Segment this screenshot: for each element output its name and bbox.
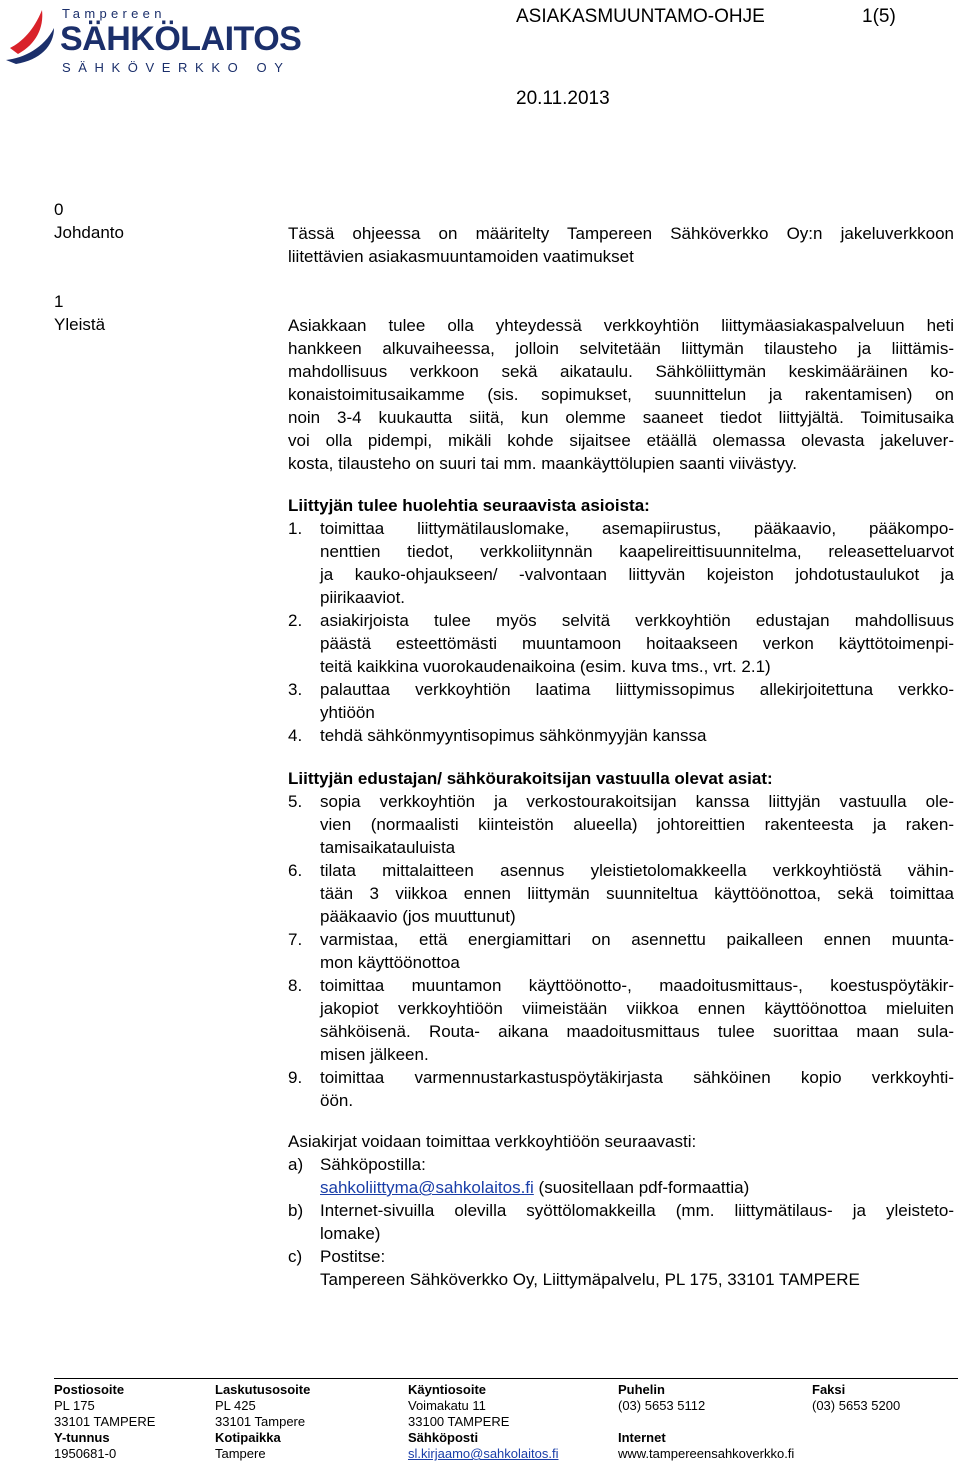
text-line: tään 3 viikkoa ennen liittymän suunniteltua käyttöönottoa, sekä toimittaa: [320, 884, 954, 903]
footer-fax-label: Faksi: [812, 1382, 846, 1397]
page-number: 1(5): [862, 6, 896, 27]
list-item: [320, 974, 954, 1066]
section-title-intro: Johdanto: [54, 223, 124, 242]
list-item: [320, 724, 954, 747]
text-line: pääkaavio (jos muuttunut): [320, 907, 516, 926]
document-date: 20.11.2013: [516, 88, 610, 109]
text-line: mon käyttöönottoa: [320, 953, 460, 972]
list-item: [320, 517, 954, 609]
text-line: mahdollisuus verkkoon sekä aikataulu. Sähköliittymän keskimääräinen ko-: [288, 362, 954, 381]
general-paragraph: [288, 314, 954, 475]
logo-line-2: SÄHKÖLAITOS: [60, 20, 302, 58]
text-line: liitettävien asiakasmuuntamoiden vaatimukset: [288, 247, 634, 266]
text-line: yhtiöön: [320, 703, 375, 722]
delivery-option-email: [320, 1153, 954, 1199]
footer-postal-label: Postiosoite: [54, 1382, 125, 1397]
text-line: varmistaa, että energiamittari on asennettu paikalleen ennen muunta-: [320, 930, 954, 949]
list-number: 3.: [288, 680, 303, 699]
text-line: toimittaa muuntamon käyttöönotto-, maadoitusmittaus-, koestuspöytäkir-: [320, 976, 954, 995]
text-line: piirikaaviot.: [320, 588, 406, 607]
section-number-general: 1: [54, 292, 64, 311]
logo-line-1: Tampereen: [62, 6, 166, 21]
email-link[interactable]: sahkoliittyma@sahkolaitos.fi: [320, 1178, 534, 1197]
list-number: 8.: [288, 976, 303, 995]
list-item: [320, 859, 954, 928]
text-line: tehdä sähkönmyyntisopimus sähkönmyyjän kanssa: [320, 726, 707, 745]
text-line: toimittaa liittymätilauslomake, asemapiirustus, pääkaavio, pääkompo-: [320, 519, 954, 538]
footer-ytunnus: 1950681-0: [54, 1446, 117, 1461]
footer-billing-1: PL 425: [215, 1398, 256, 1413]
list-item: [320, 790, 954, 859]
customer-heading: Liittyjän tulee huolehtia seuraavista asioista:: [288, 496, 650, 515]
footer-internet: www.tampereensahkoverkko.fi: [618, 1446, 795, 1461]
text-line: tamisaikatauluista: [320, 838, 456, 857]
text-line: Internet-sivuilla olevilla syöttölomakkeilla (mm. liittymätilaus- ja yleisteto-: [320, 1201, 954, 1220]
text-line: teitä kaikkina vuorokaudenaikoina (esim. kuva tms., vrt. 2.1): [320, 657, 771, 676]
text-line: nenttien tiedot, verkkoliitynnän kaapelireittisuunnitelma, releasetteluarvot: [320, 542, 954, 561]
text-line: Asiakkaan tulee olla yhteydessä verkkoyhtiön liittymäasiakaspalveluun heti: [288, 316, 954, 335]
footer-billing-label: Laskutusosoite: [215, 1382, 311, 1397]
list-number: 6.: [288, 861, 303, 880]
text-line: palauttaa verkkoyhtiön laatima liittymissopimus allekirjoitettuna verkko-: [320, 680, 954, 699]
list-number: 7.: [288, 930, 303, 949]
text-line: päästä esteettömästi muuntamoon hoitaakseen verkon käyttötoimenpi-: [320, 634, 954, 653]
section-number-intro: 0: [54, 200, 64, 219]
email-note: (suositellaan pdf-formaattia): [538, 1178, 750, 1197]
text-line: voi olla pidempi, mikäli kohde sijaitsee etäällä olemassa olevasta jakeluver-: [288, 431, 954, 450]
list-item: [320, 1066, 954, 1112]
footer-email-link[interactable]: sl.kirjaamo@sahkolaitos.fi: [408, 1446, 559, 1461]
text-line: ja kauko-ohjaukseen/ -valvontaan liittyvän kojeiston johdotustaulukot ja: [320, 565, 954, 584]
footer-postal-2: 33101 TAMPERE: [54, 1414, 156, 1429]
text-line: Sähköpostilla:: [320, 1155, 426, 1174]
footer-internet-label: Internet: [618, 1430, 666, 1445]
text-line: lomake): [320, 1224, 381, 1243]
company-logo: [4, 2, 302, 78]
list-letter: c): [288, 1247, 303, 1266]
text-line: Postitse:: [320, 1247, 386, 1266]
footer-phone: (03) 5653 5112: [618, 1398, 706, 1413]
intro-paragraph: [288, 222, 954, 268]
list-number: 4.: [288, 726, 303, 745]
contractor-heading: Liittyjän edustajan/ sähköurakoitsijan vastuulla olevat asiat:: [288, 769, 773, 788]
footer-visit-2: 33100 TAMPERE: [408, 1414, 510, 1429]
list-number: 5.: [288, 792, 303, 811]
list-number: 1.: [288, 519, 303, 538]
text-line: tilata mittalaitteen asennus yleistietolomakkeella verkkoyhtiöstä vähin-: [320, 861, 954, 880]
text-line: misen jälkeen.: [320, 1045, 429, 1064]
logo-line-3: SÄHKÖVERKKO OY: [62, 60, 291, 75]
text-line: öön.: [320, 1091, 354, 1110]
delivery-option-post: [320, 1245, 954, 1291]
text-line: kosta, tilausteho on suuri tai mm. maankäyttölupien saanti viivästyy.: [288, 454, 797, 473]
document-title: ASIAKASMUUNTAMO-OHJE: [516, 6, 765, 27]
footer-ytunnus-label: Y-tunnus: [54, 1430, 110, 1445]
footer-phone-label: Puhelin: [618, 1382, 665, 1397]
text-line: sopia verkkoyhtiön ja verkostourakoitsijan kanssa liittyjän vastuulla ole-: [320, 792, 954, 811]
section-title-general: Yleistä: [54, 315, 106, 334]
list-item: [320, 678, 954, 724]
footer-fax: (03) 5653 5200: [812, 1398, 901, 1413]
footer-home-label: Kotipaikka: [215, 1430, 281, 1445]
delivery-option-web: [320, 1199, 954, 1245]
list-item: [320, 609, 954, 678]
text-line: noin 3-4 kuukautta siitä, kun olemme saaneet tiedot liittyjältä. Toimitusaika: [288, 408, 954, 427]
footer-visit-1: Voimakatu 11: [408, 1398, 486, 1413]
logo-swoosh-icon: [4, 2, 58, 64]
text-line: vien (normaalisti kiinteistön alueella) johtoreittien rakenteesta ja raken-: [320, 815, 954, 834]
text-line: jakopiot verkkoyhtiöön viimeistään viikkoa ennen käyttöönottoa mieluiten: [320, 999, 954, 1018]
footer-divider: [54, 1378, 958, 1379]
list-letter: b): [288, 1201, 304, 1220]
text-line: asiakirjoista tulee myös selvitä verkkoyhtiön edustajan mahdollisuus: [320, 611, 954, 630]
footer-billing-2: 33101 Tampere: [215, 1414, 306, 1429]
email-line: [320, 1176, 954, 1199]
footer-email-label: Sähköposti: [408, 1430, 479, 1445]
list-item: [320, 928, 954, 974]
list-letter: a): [288, 1155, 304, 1174]
delivery-intro: Asiakirjat voidaan toimittaa verkkoyhtiöön seuraavasti:: [288, 1132, 697, 1151]
text-line: sähköisenä. Routa- aikana maadoitusmittaus tulee suorittaa maan sula-: [320, 1022, 954, 1041]
footer-visit-label: Käyntiosoite: [408, 1382, 487, 1397]
list-number: 2.: [288, 611, 303, 630]
postal-address: Tampereen Sähköverkko Oy, Liittymäpalvelu, PL 175, 33101 TAMPERE: [320, 1270, 860, 1289]
text-line: hankkeen alkuvaiheessa, jolloin selvitetään liittymän tilausteho ja liittämis-: [288, 339, 954, 358]
list-number: 9.: [288, 1068, 303, 1087]
footer-home: Tampere: [215, 1446, 266, 1461]
text-line: Tässä ohjeessa on määritelty Tampereen Sähköverkko Oy:n jakeluverkkoon: [288, 224, 954, 243]
text-line: toimittaa varmennustarkastuspöytäkirjasta sähköinen kopio verkkoyhti-: [320, 1068, 954, 1087]
footer-postal-1: PL 175: [54, 1398, 95, 1413]
text-line: konaistoimitusaikamme (sis. sopimukset, suunnittelun ja rakentamisen) on: [288, 385, 954, 404]
